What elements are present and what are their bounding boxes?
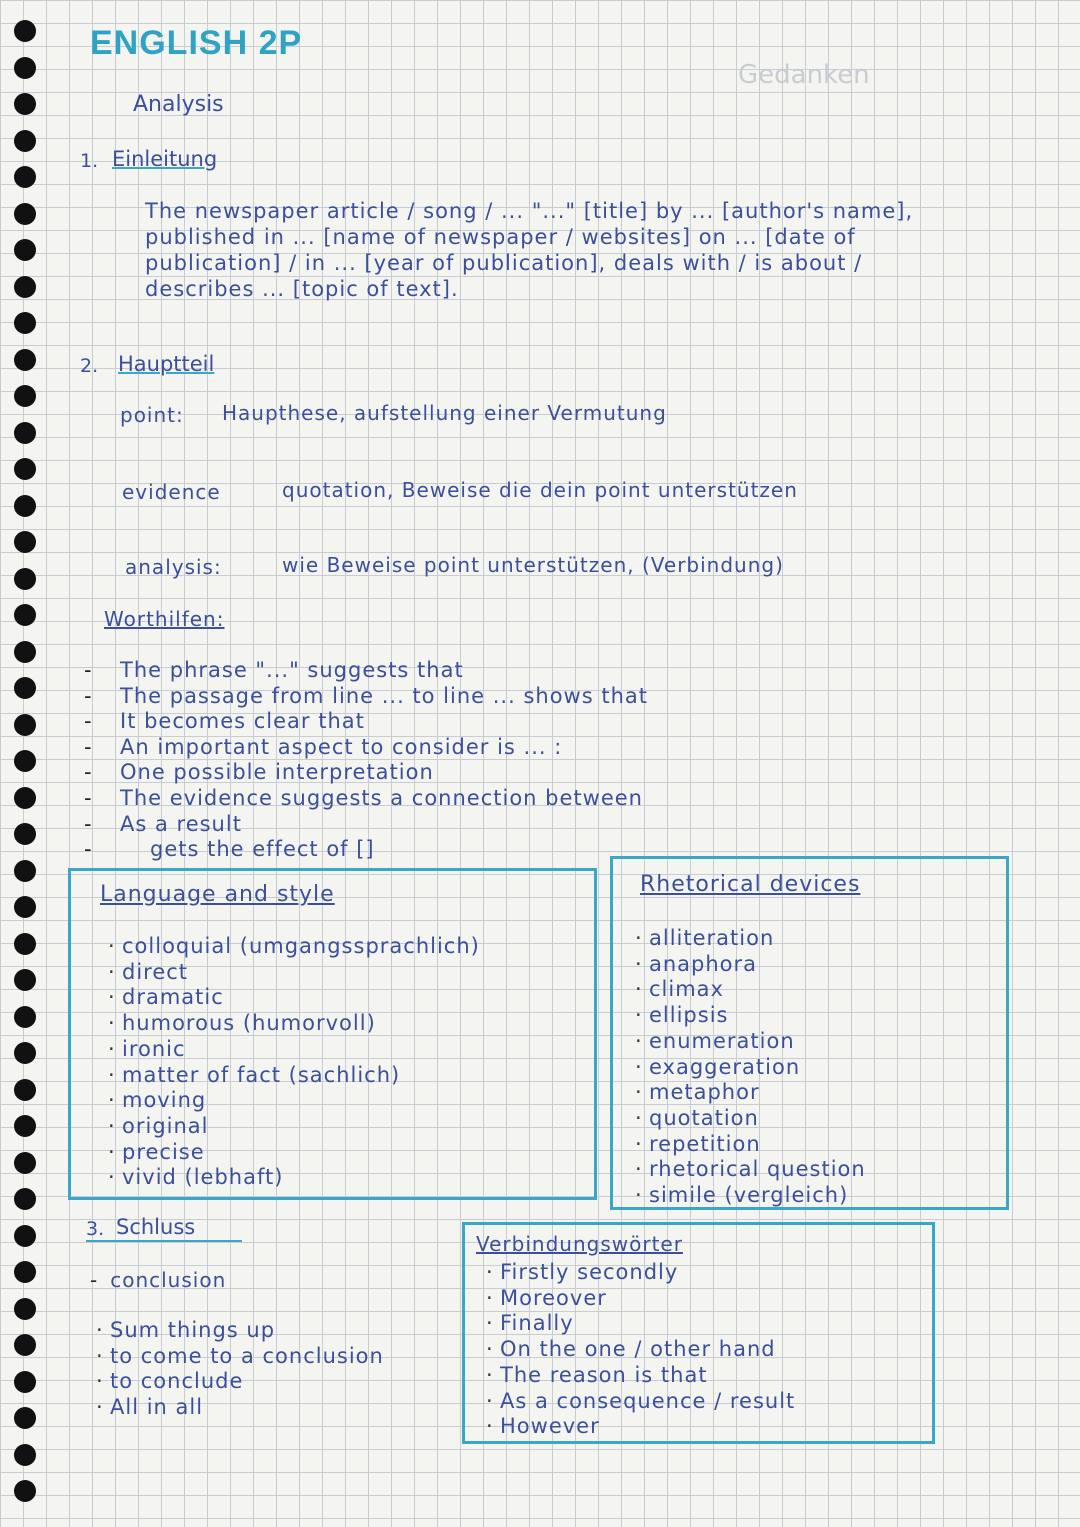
list-item: - The phrase "..." suggests that — [84, 658, 464, 682]
list-item: · simile (vergleich) — [635, 1183, 866, 1209]
list-item: · On the one / other hand — [486, 1337, 795, 1363]
binding-hole — [14, 385, 36, 407]
binding-hole — [14, 1261, 36, 1283]
list-item: · precise — [108, 1140, 480, 1166]
binding-hole — [14, 750, 36, 772]
rhetorical-devices-title: Rhetorical devices — [640, 872, 861, 897]
list-item: · moving — [108, 1088, 480, 1114]
binding-hole — [14, 1407, 36, 1429]
list-item: - It becomes clear that — [84, 709, 365, 734]
conclusion-item: - conclusion — [90, 1268, 227, 1292]
binding-hole — [14, 823, 36, 845]
binding-hole — [14, 1152, 36, 1174]
list-item: · Finally — [486, 1311, 795, 1337]
binding-hole — [14, 1225, 36, 1247]
list-item: · As a consequence / result — [486, 1389, 795, 1415]
list-item: · anaphora — [635, 952, 866, 978]
binding-hole — [14, 239, 36, 261]
binding-hole — [14, 969, 36, 991]
list-item: · The reason is that — [486, 1363, 795, 1389]
list-item: · quotation — [635, 1106, 866, 1132]
section-number: 1. — [80, 150, 99, 172]
list-item: · enumeration — [635, 1029, 866, 1055]
evidence-text: quotation, Beweise die dein point unterstützen — [282, 478, 798, 502]
list-item: · colloquial (umgangssprachlich) — [108, 934, 480, 960]
list-item: · Sum things up — [96, 1318, 384, 1344]
list-item: · repetition — [635, 1132, 866, 1158]
list-item: · dramatic — [108, 985, 480, 1011]
binding-hole — [14, 1371, 36, 1393]
language-style-list — [108, 934, 480, 1191]
list-item: · original — [108, 1114, 480, 1140]
binding-hole — [14, 604, 36, 626]
notebook-binding — [0, 0, 44, 1527]
list-item: · metaphor — [635, 1080, 866, 1106]
binding-hole — [14, 714, 36, 736]
phrases-heading: Worthilfen: — [104, 607, 225, 631]
list-item: · humorous (humorvoll) — [108, 1011, 480, 1037]
binding-hole — [14, 1298, 36, 1320]
section-heading-main: Hauptteil — [118, 352, 215, 376]
list-item: · ironic — [108, 1037, 480, 1063]
binding-hole — [14, 312, 36, 334]
conclusion-phrase-list — [96, 1318, 384, 1421]
binding-hole — [14, 1188, 36, 1210]
binding-hole — [14, 896, 36, 918]
section-heading-intro: Einleitung — [112, 147, 218, 171]
binding-hole — [14, 203, 36, 225]
list-item: - An important aspect to consider is ... : — [84, 734, 563, 759]
analysis-text: wie Beweise point unterstützen, (Verbindung) — [282, 553, 784, 577]
point-text: Haupthese, aufstellung einer Vermutung — [222, 401, 667, 425]
list-item: · All in all — [96, 1395, 384, 1421]
section-heading-conclusion: Schluss — [116, 1215, 196, 1239]
evidence-label: evidence — [122, 480, 221, 504]
list-item: · climax — [635, 977, 866, 1003]
binding-hole — [14, 1444, 36, 1466]
list-item: · to conclude — [96, 1369, 384, 1395]
binding-hole — [14, 933, 36, 955]
list-item: - The evidence suggests a connection between — [84, 785, 643, 810]
binding-hole — [14, 166, 36, 188]
binding-hole — [14, 531, 36, 553]
list-item: · rhetorical question — [635, 1157, 866, 1183]
page-title: ENGLISH 2P — [90, 24, 303, 62]
subtitle: Analysis — [133, 92, 224, 117]
binding-hole — [14, 787, 36, 809]
phrase-list — [84, 658, 648, 863]
rhetorical-devices-list — [635, 926, 866, 1209]
point-label: point: — [120, 403, 184, 427]
binding-hole — [14, 93, 36, 115]
connectors-list — [486, 1260, 795, 1440]
list-item: - As a result — [84, 811, 242, 836]
binding-hole — [14, 1480, 36, 1502]
faint-note: Gedanken — [738, 60, 870, 90]
binding-hole — [14, 1334, 36, 1356]
binding-hole — [14, 130, 36, 152]
binding-hole — [14, 20, 36, 42]
list-item: · ellipsis — [635, 1003, 866, 1029]
heading-underline — [86, 1240, 242, 1242]
connectors-title: Verbindungswörter — [476, 1232, 683, 1256]
section-number: 3. — [86, 1218, 105, 1240]
binding-hole — [14, 458, 36, 480]
list-item: · vivid (lebhaft) — [108, 1165, 480, 1191]
binding-hole — [14, 495, 36, 517]
binding-hole — [14, 57, 36, 79]
list-item: · exaggeration — [635, 1055, 866, 1081]
binding-hole — [14, 568, 36, 590]
intro-template-text: The newspaper article / song / ... "..." [title] by ... [author's name], published in ... [name of newspaper / websites] on ... [date of publication] / in ... [year of publication], deals with / is about / describes ... [topic of text]. — [145, 199, 914, 301]
language-style-title: Language and style — [100, 882, 335, 907]
binding-hole — [14, 1115, 36, 1137]
analysis-label: analysis: — [125, 555, 222, 579]
list-item: · matter of fact (sachlich) — [108, 1063, 480, 1089]
binding-hole — [14, 422, 36, 444]
list-item: · direct — [108, 960, 480, 986]
binding-hole — [14, 641, 36, 663]
list-item: · Firstly secondly — [486, 1260, 795, 1286]
list-item: · to come to a conclusion — [96, 1344, 384, 1370]
binding-hole — [14, 1006, 36, 1028]
list-item: · Moreover — [486, 1286, 795, 1312]
list-item: · However — [486, 1414, 795, 1440]
list-item: · alliteration — [635, 926, 866, 952]
binding-hole — [14, 1042, 36, 1064]
binding-hole — [14, 276, 36, 298]
binding-hole — [14, 1079, 36, 1101]
binding-hole — [14, 860, 36, 882]
list-item: - One possible interpretation — [84, 760, 434, 785]
section-number: 2. — [80, 355, 99, 377]
binding-hole — [14, 349, 36, 371]
list-item: - gets the effect of [] — [84, 837, 375, 862]
binding-hole — [14, 677, 36, 699]
list-item: - The passage from line ... to line ... shows that — [84, 683, 648, 708]
